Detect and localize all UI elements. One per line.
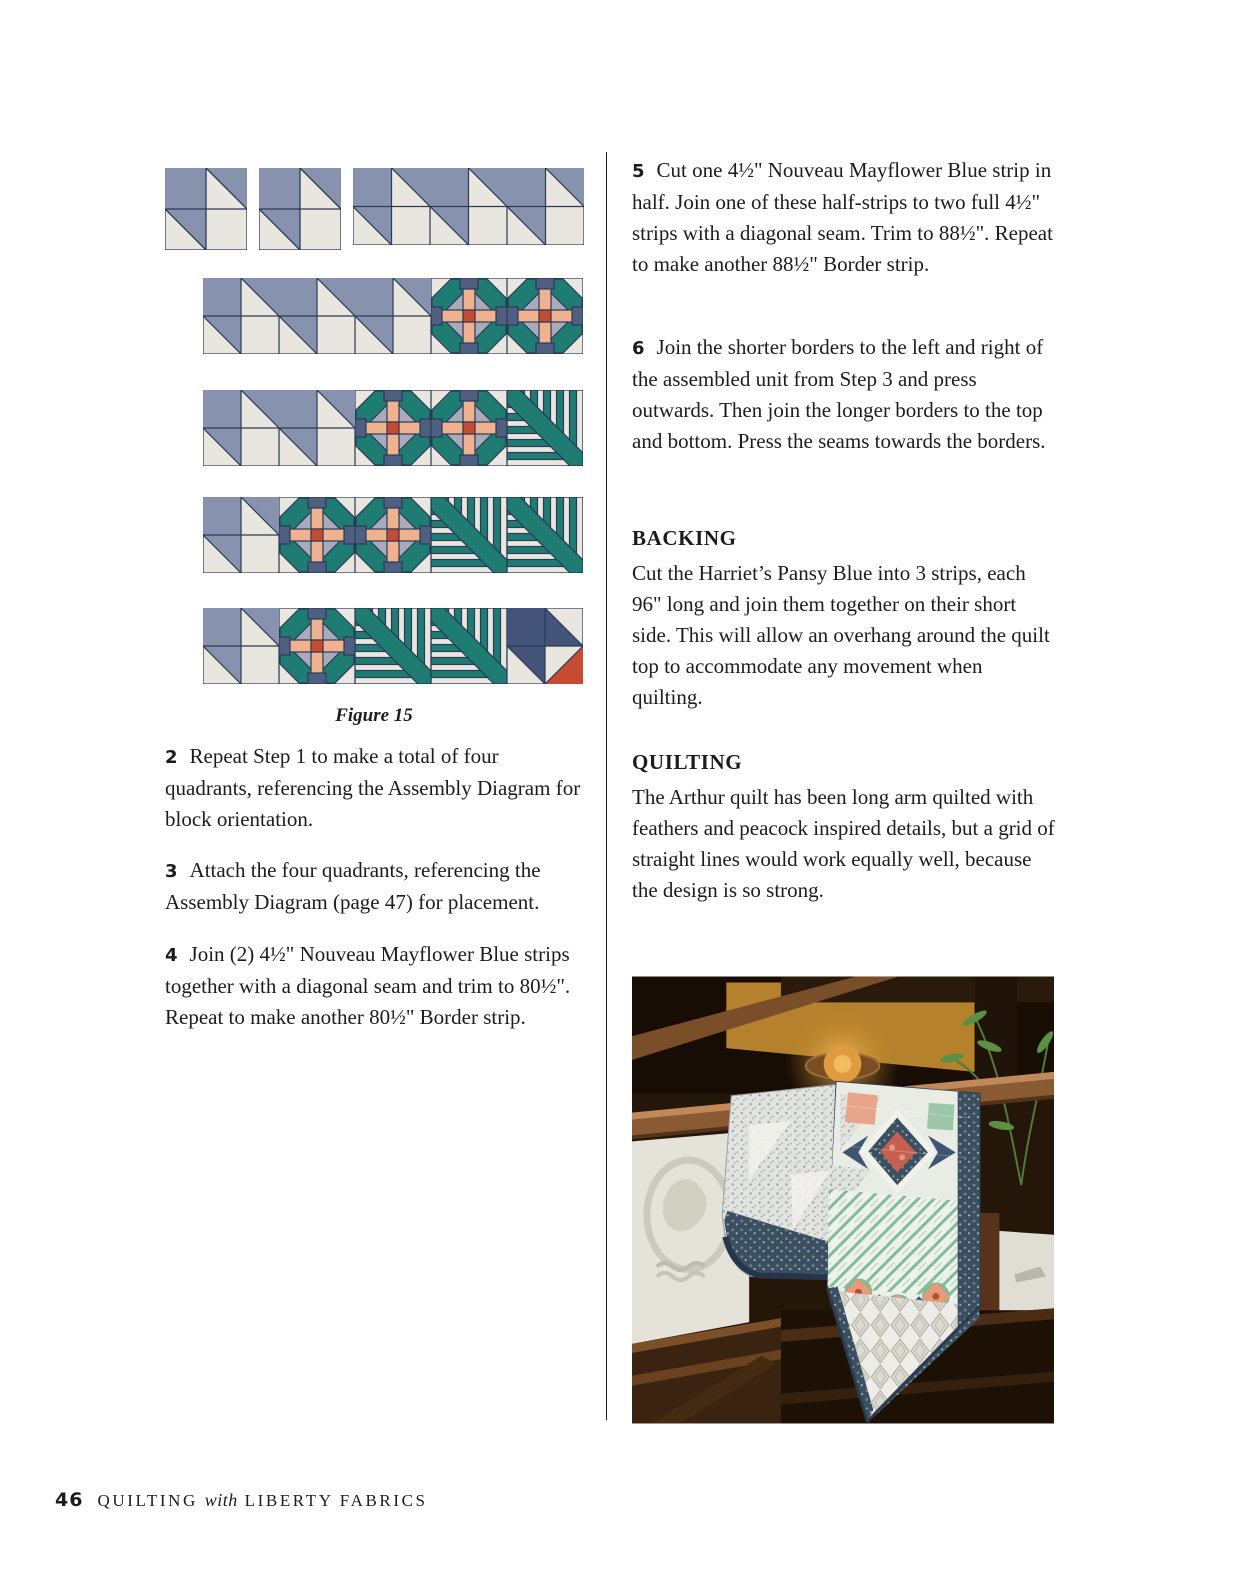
quilting-heading: QUILTING bbox=[632, 750, 743, 774]
step-2-number: 2 bbox=[165, 747, 178, 768]
quilt-block-flower bbox=[279, 497, 355, 578]
step-2-text: Repeat Step 1 to make a total of four quadrants, referencing the Assembly Diagram for block orientation. bbox=[165, 744, 581, 831]
backing-paragraph: Cut the Harriet’s Pansy Blue into 3 strips, each 96" long and join them together on their short side. This will allow an overhang around the quilt top to accommodate any movement when quilting. bbox=[632, 561, 1050, 709]
footer-title-2: LIBERTY FABRICS bbox=[244, 1491, 428, 1510]
step-5-number: 5 bbox=[632, 161, 645, 182]
quilt-block-flower bbox=[431, 390, 507, 471]
step-6-text: Join the shorter borders to the left and right of the assembled unit from Step 3 and press outwards. Then join the longer borders to the top and bottom. Press the seams towards the borders. bbox=[632, 335, 1046, 453]
quilt-block-hst bbox=[279, 278, 355, 359]
quilt-block-feather bbox=[431, 608, 507, 689]
quilt-photo bbox=[632, 975, 1054, 1425]
quilt-block-hst bbox=[279, 390, 355, 471]
footer-title-with: with bbox=[204, 1490, 238, 1510]
quilt-block-flower bbox=[431, 278, 507, 359]
step-5-paragraph bbox=[632, 155, 1056, 280]
quilt-block-hst bbox=[353, 168, 430, 250]
quilt-block-feather bbox=[431, 497, 507, 578]
step-3-number: 3 bbox=[165, 861, 178, 882]
quilt-block-hst bbox=[507, 168, 584, 250]
step-3-paragraph bbox=[165, 855, 589, 918]
quilt-block-corner bbox=[507, 608, 583, 689]
quilt-block-hst bbox=[203, 278, 279, 359]
step-4-text: Join (2) 4½" Nouveau Mayflower Blue strips together with a diagonal seam and trim to 80½". Repeat to make another 80½" Border strip. bbox=[165, 942, 571, 1029]
quilt-block-hst bbox=[165, 168, 247, 255]
quilt-block-flower bbox=[355, 390, 431, 471]
quilt-block-feather bbox=[507, 390, 583, 471]
quilt-block-flower bbox=[279, 608, 355, 689]
footer-title-1: QUILTING bbox=[97, 1491, 198, 1510]
quilt-block-hst bbox=[430, 168, 507, 250]
quilt-block-hst bbox=[203, 608, 279, 689]
quilt-photo-illustration bbox=[632, 975, 1054, 1425]
step-4-number: 4 bbox=[165, 945, 178, 966]
page-number: 46 bbox=[55, 1489, 84, 1511]
step-4-paragraph bbox=[165, 939, 589, 1033]
figure-caption: Figure 15 bbox=[335, 705, 413, 726]
step-5-text: Cut one 4½" Nouveau Mayflower Blue strip in half. Join one of these half-strips to two full 4½" strips with a diagonal seam. Trim to 88½". Repeat to make another 88½" Border strip. bbox=[632, 158, 1053, 276]
step-6-number: 6 bbox=[632, 338, 645, 359]
quilt-block-feather bbox=[507, 497, 583, 578]
quilt-block-hst bbox=[203, 497, 279, 578]
quilt-block-hst bbox=[203, 390, 279, 471]
step-6-paragraph bbox=[632, 332, 1056, 457]
page-footer bbox=[55, 1489, 428, 1511]
column-divider-rule bbox=[606, 152, 607, 1420]
backing-heading: BACKING bbox=[632, 526, 737, 550]
quilt-block-flower bbox=[355, 497, 431, 578]
step-2-paragraph bbox=[165, 741, 589, 835]
quilt-block-hst bbox=[355, 278, 431, 359]
quilt-block-feather bbox=[355, 608, 431, 689]
quilt-back-fold bbox=[722, 1084, 842, 1279]
quilt-block-hst bbox=[259, 168, 341, 255]
quilt-block-flower bbox=[507, 278, 583, 359]
quilting-paragraph: The Arthur quilt has been long arm quilted with feathers and peacock inspired details, but a grid of straight lines would work equally well, because the design is so strong. bbox=[632, 785, 1055, 902]
step-3-text: Attach the four quadrants, referencing the Assembly Diagram (page 47) for placement. bbox=[165, 858, 541, 914]
